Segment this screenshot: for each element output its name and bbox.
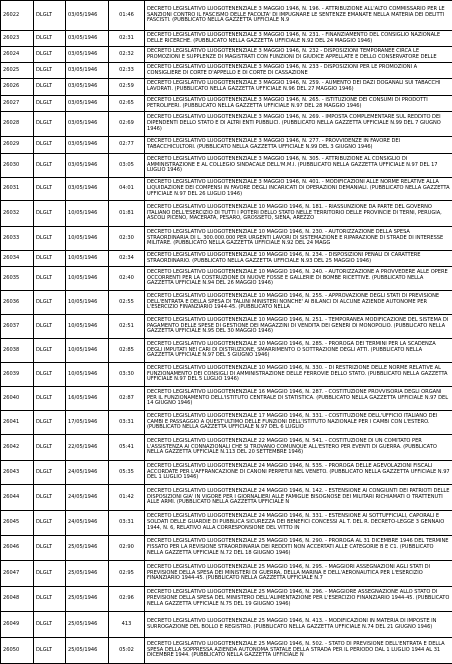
- decree-description: DECRETO LEGISLATIVO LUOGOTENENZIALE 3 MAGGIO 1946, N. 305. - ATTRIBUZIONE AL CONSIGLIO DI AMMINISTRAZIONE E AL COLLEGIO SINDACALE DELL'M.M.I. (PUBBLICATO NELLA GAZZETTA UFFICIALE N.97 DEL 17 LUGLIO 1946): [145, 154, 452, 178]
- decree-page-ref: 02:85: [109, 339, 145, 363]
- decree-page-ref: 03:31: [109, 411, 145, 435]
- decree-description: DECRETO LEGISLATIVO LUOGOTENENZIALE 25 MAGGIO 1946, N. 502. - STATO DI PREVISIONE DELL'ENTRATA E DELLA SPESA DELLA SOPPRESSA AZIENDA AUTONOMA STATALE DELLA STRADA PER IL PERIODO DAL 1 LUGLIO 1944 AL 31 DICEMBRE 1944. (PUBBLICATO NELLA GAZZETTA UFFICIALE N: [145, 638, 452, 664]
- decree-page-ref: 02:65: [109, 96, 145, 112]
- decree-description: DECRETO LEGISLATIVO LUOGOTENENZIALE 24 MAGGIO 1946, N. 535. - PROROGA DELLE AGEVOLAZIONI FISCALI ACCORDATE PER L'AFFRANCAZIONE DI CANONI PERPETUI NEL VENETO. (PUBBLICATO NELLA GAZZETTA UFFICIALE N.97 DEL 1 LUGLIO 1946): [145, 461, 452, 485]
- decree-type: DLGLT: [34, 387, 66, 411]
- decree-date: 03/05/1946: [66, 47, 109, 63]
- table-row: [1, 137, 452, 154]
- decree-page-ref: 01:46: [109, 1, 145, 31]
- decree-page-ref: 05:41: [109, 435, 145, 461]
- decree-number: 26034: [1, 251, 34, 267]
- decree-date: 03/05/1946: [66, 137, 109, 154]
- table-row: [1, 1, 452, 31]
- table-row: [1, 363, 452, 387]
- decree-page-ref: 02:90: [109, 536, 145, 561]
- decree-type: DLGLT: [34, 561, 66, 587]
- decree-page-ref: 01:81: [109, 201, 145, 227]
- decree-number: 26022: [1, 1, 34, 31]
- table-row: [1, 339, 452, 363]
- decree-description: DECRETO LEGISLATIVO LUOGOTENENZIALE 24 MAGGIO 1946, N. 331. - ESTENSIONE AI SOTTUFFICIALI, CAPORALI E SOLDATI DELLE GUARDIE DI PUBBLICA SICUREZZA DEI BENEFICI CONCESSI AL T. DEL R. DECRETO-LEGGE 3 GENNAIO 1944, N. 6, RELATIVO ALLA CORRESPONSIONE DEL VITTO IN: [145, 511, 452, 536]
- decree-date: 24/05/1946: [66, 461, 109, 485]
- decree-type: DLGLT: [34, 47, 66, 63]
- decree-type: DLGLT: [34, 587, 66, 612]
- decree-type: DLGLT: [34, 1, 66, 31]
- decree-date: 24/05/1946: [66, 485, 109, 511]
- decree-page-ref: 01:42: [109, 485, 145, 511]
- decree-description: DECRETO LEGISLATIVO LUOGOTENENZIALE 10 MAGGIO 1946, N. 330. - DI RESTRIZIONE DELLE NORME RELATIVE AL FUNZIONAMENTO DEI CONSIGLI DI AMMINISTRAZIONE DELLE FERROVIE DELLO STATO. (PUBBLICATO NELLA GAZZETTA UFFICIALE N.97 DEL 5 LUGLIO 1946): [145, 363, 452, 387]
- decree-description: DECRETO LEGISLATIVO LUOGOTENENZIALE 10 MAGGIO 1946, N. 230. - AUTORIZZAZIONE DELLA SPESA STRAORDINARIA DI L. 300.000.000 PER URGENTI LAVORI DI SISTEMAZIONE E RIPARAZIONE DI STRADE DI INTERESSE MILITARE. (PUBBLICATO NELLA GAZZETTA UFFICIALE N.92 DEL 24 MAGG: [145, 227, 452, 251]
- decree-date: 10/05/1946: [66, 267, 109, 291]
- table-row: [1, 291, 452, 315]
- decree-number: 26028: [1, 112, 34, 137]
- decree-description: DECRETO LEGISLATIVO LUOGOTENENZIALE 10 MAGGIO 1946, N. 181. - RIASSUNZIONE DA PARTE DEL GOVERNO ITALIANO DELL'ESERCIZIO DI TUTTI I POTERI DELLO STATO NELLE TERRITORIO DELLE PROVINCIE DI TERNI, PERUGIA, ASCOLI PICENO, MACERATA, PESARO, GROSSETO, SIENA, AREZZO: [145, 201, 452, 227]
- decree-description: DECRETO LEGISLATIVO LUOGOTENENZIALE 10 MAGGIO 1946, N. 234. - DISPOSIZIONI PENALI DI CARATTERE STRAORDINARIO. (PUBBLICATO NELLA GAZZETTA UFFICIALE N.93 DEL 25 MAGGIO 1946): [145, 251, 452, 267]
- decree-page-ref: 03:05: [109, 154, 145, 178]
- table-row: [1, 227, 452, 251]
- decree-type: DLGLT: [34, 267, 66, 291]
- decree-page-ref: 02:55: [109, 291, 145, 315]
- decree-description: DECRETO LEGISLATIVO LUOGOTENENZIALE 10 MAGGIO 1946, N. 240. - AUTORIZZAZIONE A PROVVEDERE ALLE OPERE OCCORRENTI PER LA COSTRUZIONE DI NUOVE FOSSE E GALLERIE DI BOMBE RICETTIVE. (PUBBLICATO NELLA GAZZETTA UFFICIALE N.94 DEL 26 MAGGIO 1946): [145, 267, 452, 291]
- decree-date: 25/05/1946: [66, 561, 109, 587]
- decree-type: DLGLT: [34, 511, 66, 536]
- decree-date: 10/05/1946: [66, 339, 109, 363]
- decree-page-ref: 02:51: [109, 315, 145, 339]
- decree-number: 26040: [1, 387, 34, 411]
- table-row: [1, 411, 452, 435]
- decree-number: 26029: [1, 137, 34, 154]
- decree-page-ref: 05:02: [109, 638, 145, 664]
- decree-page-ref: 413: [109, 612, 145, 638]
- decree-description: DECRETO LEGISLATIVO LUOGOTENENZIALE 25 MAGGIO 1946, N. 413. - MODIFICAZIONI IN MATERIA DI IMPOSTE IN SURROGAZIONE DEL BOLLO E REGISTRO. (PUBBLICATO NELLA GAZZETTA UFFICIALE N.74 DEL 21 GIUGNO 1946): [145, 612, 452, 638]
- decree-number: 26027: [1, 96, 34, 112]
- decree-date: 10/05/1946: [66, 315, 109, 339]
- decree-date: 03/05/1946: [66, 96, 109, 112]
- decree-type: DLGLT: [34, 96, 66, 112]
- decree-date: 22/05/1946: [66, 435, 109, 461]
- decree-date: 10/05/1946: [66, 201, 109, 227]
- decree-page-ref: 04:01: [109, 178, 145, 201]
- decree-page-ref: 03:30: [109, 363, 145, 387]
- decree-date: 03/05/1946: [66, 1, 109, 31]
- decree-description: DECRETO LEGISLATIVO LUOGOTENENZIALE 3 MAGGIO 1946, N. 259. - AUMENTO DEI DAZI DOGANALI SUI TABACCHI LAVORATI. (PUBBLICATO NELLA GAZZETTA UFFICIALE N.96 DEL 27 MAGGIO 1946): [145, 79, 452, 96]
- decree-date: 03/05/1946: [66, 112, 109, 137]
- decree-description: DECRETO LEGISLATIVO LUOGOTENENZIALE 3 MAGGIO 1946, N. 232 - DISPOSIZIONI TEMPORANEE CIRCA LE PROMOZIONI E SUPPLENZE DI MAGISTRATI CON FUNZIONI DI GIUDICE APPELLATE E DELLO CONSERVATORE DELLE: [145, 47, 452, 63]
- decree-date: 03/05/1946: [66, 31, 109, 47]
- decree-number: 26023: [1, 31, 34, 47]
- decree-type: DLGLT: [34, 137, 66, 154]
- table-row: [1, 511, 452, 536]
- decree-page-ref: 02:34: [109, 251, 145, 267]
- decree-page-ref: 03:31: [109, 511, 145, 536]
- decree-date: 25/05/1946: [66, 587, 109, 612]
- decree-date: 16/05/1946: [66, 387, 109, 411]
- decree-page-ref: 02:40: [109, 267, 145, 291]
- decree-description: DECRETO LEGISLATIVO LUOGOTENENZIALE 3 MAGGIO 1946, N. 269. - IMPOSTA COMPLEMENTARE SUL REDDITO DEI DIPENDENTI DELLO STATO E DI ALTRI ENTI PUBBLICI. (PUBBLICATO NELLA GAZZETTA UFFICIALE N.99 DEL 7 GIUGNO 1946): [145, 112, 452, 137]
- table-row: [1, 387, 452, 411]
- decree-type: DLGLT: [34, 31, 66, 47]
- table-row: [1, 112, 452, 137]
- decree-description: DECRETO LEGISLATIVO LUOGOTENENZIALE 10 MAGGIO 1946, N. 251. - TEMPORANEA MODIFICAZIONE DEL SISTEMA DI PAGAMENTO DELLE SPESE DI GESTIONE DEI MAGAZZINI DI VENDITA DEI GENERI DI MONOPOLIO. (PUBBLICATO NELLA GAZZETTA UFFICIALE N.95 DEL 30 MAGGIO 1946): [145, 315, 452, 339]
- decree-type: DLGLT: [34, 291, 66, 315]
- table-body: [1, 1, 452, 664]
- decree-page-ref: 02:32: [109, 47, 145, 63]
- decree-number: 26026: [1, 79, 34, 96]
- table-row: [1, 154, 452, 178]
- decree-number: 26032: [1, 201, 34, 227]
- decree-description: DECRETO LEGISLATIVO LUOGOTENENZIALE 3 MAGGIO 1946, N. 233 - DISPOSIZIONI PER LE PROMOZIONI A CONSIGLIERE DI CORTE D'APPELLO E DI CORTE DI CASSAZIONE: [145, 63, 452, 79]
- decree-number: 26036: [1, 291, 34, 315]
- decree-date: 25/05/1946: [66, 638, 109, 664]
- decree-page-ref: 02:31: [109, 31, 145, 47]
- decree-type: DLGLT: [34, 411, 66, 435]
- decree-number: 26038: [1, 339, 34, 363]
- decree-number: 26047: [1, 561, 34, 587]
- table-row: [1, 435, 452, 461]
- decree-number: 26030: [1, 154, 34, 178]
- decree-description: DECRETO LEGISLATIVO LUOGOTENENZIALE 17 MAGGIO 1946, N. 331. - COSTITUZIONE DELL'UFFICIO ITALIANO DEI CAMBI E PASSAGGIO A QUEST'ULTIMO DELLE FUNZIONI DELL'ISTITUTO NAZIONALE PER I CAMBI CON L'ESTERO. (PUBBLICATO NELLA GAZZETTA UFFICIALE N.97 DEL 6 LUGLIO: [145, 411, 452, 435]
- decree-type: DLGLT: [34, 339, 66, 363]
- decree-type: DLGLT: [34, 485, 66, 511]
- table-row: [1, 561, 452, 587]
- decree-date: 10/05/1946: [66, 291, 109, 315]
- decree-description: DECRETO LEGISLATIVO LUOGOTENENZIALE 24 MAGGIO 1946, N. 142. - ESTENSIONE AI CONGIUNTI DEI PATRIOTI DELLE DISPOSIZIONI GIA' IN VIGORE PER I GIORNALIERI ALLE FAMIGLIE BISOGNOSE DEI MILITARI RICHIAMATI O TRATTENUTI ALLE ARMI. (PUBBLICATO NELLA GAZZETTA UFFICIALE N: [145, 485, 452, 511]
- decree-type: DLGLT: [34, 536, 66, 561]
- decree-date: 25/05/1946: [66, 612, 109, 638]
- decree-type: DLGLT: [34, 315, 66, 339]
- decree-type: DLGLT: [34, 112, 66, 137]
- decree-number: 26044: [1, 485, 34, 511]
- decree-number: 26046: [1, 536, 34, 561]
- table-row: [1, 485, 452, 511]
- table-row: [1, 267, 452, 291]
- decree-description: DECRETO LEGISLATIVO LUOGOTENENZIALE 3 MAGGIO 1946, N. 196. - ATTRIBUZIONE ALL'ALTO COMMISSARIO PER LE SANZIONI CONTRO IL FASCISMO DELLE FACOLTA' DI IMPUGNARE LE SENTENZE EMANATE NELLA MATERIA DEI DELITTI FASCISTI. (PUBBLICATO NELLA GAZZETTA UFFICIALE N.9: [145, 1, 452, 31]
- table-row: [1, 178, 452, 201]
- decree-date: 10/05/1946: [66, 363, 109, 387]
- decree-date: 03/05/1946: [66, 79, 109, 96]
- decree-number: 26042: [1, 435, 34, 461]
- decree-description: DECRETO LEGISLATIVO LUOGOTENENZIALE 3 MAGGIO 1946, N. 277. - PROVVIDENZE IN FAVORE DEI TABACCHICULTORI. (PUBBLICATO NELLA GAZZETTA UFFICIALE N.99 DEL 3 GIUGNO 1946): [145, 137, 452, 154]
- decree-type: DLGLT: [34, 227, 66, 251]
- decree-number: 26050: [1, 638, 34, 664]
- decree-number: 26041: [1, 411, 34, 435]
- table-row: [1, 461, 452, 485]
- decree-date: 17/05/1946: [66, 411, 109, 435]
- decree-number: 26049: [1, 612, 34, 638]
- table-row: [1, 79, 452, 96]
- table-row: [1, 31, 452, 47]
- decree-description: DECRETO LEGISLATIVO LUOGOTENENZIALE 3 MAGGIO 1946, N. 401. - MODIFICAZIONI ALLE NORME RELATIVE ALLA LIQUIDAZIONE DEI COMPENSI IN FAVORE DEGLI INCARICATI DI OPERAZIONI DEMANIALI. (PUBBLICATO NELLA GAZZETTA UFFICIALE N.97 DEL 26 LUGLIO 1946): [145, 178, 452, 201]
- decree-description: DECRETO LEGISLATIVO LUOGOTENENZIALE 25 MAGGIO 1946, N. 296. - MAGGIORE ASSEGNAZIONE ALLO STATO DI PREVISIONE DELLA SPESA DEL MINISTERO DELL'ALIMENTAZIONE PER L'ESERCIZIO FINANZIARIO 1944-45. (PUBBLICATO NELLA GAZZETTA UFFICIALE N.75 DEL 19 GIUGNO 1946): [145, 587, 452, 612]
- decree-page-ref: 02:77: [109, 137, 145, 154]
- decree-type: DLGLT: [34, 435, 66, 461]
- decree-description: DECRETO LEGISLATIVO LUOGOTENENZIALE 22 MAGGIO 1946, N. 541. - COSTITUZIONE DI UN COMITATO PER L'ASSISTENZA AI CONNAZIONALI CHE SI TROVANO COMUNQUE ALL'ESTERO PER EVENTI DI GUERRA. (PUBBLICATO NELLA GAZZETTA UFFICIALE N.113 DEL 20 SETTEMBRE 1946): [145, 435, 452, 461]
- decree-date: 10/05/1946: [66, 251, 109, 267]
- table-row: [1, 251, 452, 267]
- decree-type: DLGLT: [34, 638, 66, 664]
- decree-number: 26043: [1, 461, 34, 485]
- table-row: [1, 315, 452, 339]
- decree-description: DECRETO LEGISLATIVO LUOGOTENENZIALE 3 MAGGIO 1946, N. 265. - ISTITUZIONE DEI CONSUMI DI PRODOTTI PETROLIFERI. (PUBBLICATO NELLA GAZZETTA UFFICIALE N.97 DEL 28 MAGGIO 1946): [145, 96, 452, 112]
- decree-page-ref: 02:59: [109, 79, 145, 96]
- decree-description: DECRETO LEGISLATIVO LUOGOTENENZIALE 25 MAGGIO 1946, N. 295. - MAGGIORI ASSEGNAZIONI AGLI STATI DI PREVISIONE DELLA SPESA DEI MINISTERI DI GUERRA, DELLA MARINA E DELL'AERONAUTICA PER L'ESERCIZIO FINANZIARIO 1944-45. (PUBBLICATO NELLA GAZZETTA UFFICIALE N.7: [145, 561, 452, 587]
- decree-page-ref: 02:95: [109, 561, 145, 587]
- decree-number: 26031: [1, 178, 34, 201]
- decree-number: 26035: [1, 267, 34, 291]
- decree-type: DLGLT: [34, 154, 66, 178]
- decree-type: DLGLT: [34, 201, 66, 227]
- decree-date: 03/05/1946: [66, 154, 109, 178]
- decree-number: 26037: [1, 315, 34, 339]
- table-row: [1, 612, 452, 638]
- decree-description: DECRETO LEGISLATIVO LUOGOTENENZIALE 10 MAGGIO 1946, N. 255. - APPROVAZIONE DEGLI STATI DI PREVISIONE DELL'ENTRATA E DELLA SPESA DI TALUNI MINISTERI NONCHE' AI BILANCI DI ALCUNE AZIENDE AUTONOME PER L'ESERCIZIO FINANZIARIO 1944-45. (PUBBLICATO NELLA: [145, 291, 452, 315]
- decree-date: 24/05/1946: [66, 511, 109, 536]
- decree-type: DLGLT: [34, 251, 66, 267]
- decree-number: 26039: [1, 363, 34, 387]
- decree-page-ref: 02:96: [109, 587, 145, 612]
- decree-description: DECRETO LEGISLATIVO LUOGOTENENZIALE 3 MAGGIO 1946, N. 231. - FINANZIAMENTO DEL CONSIGLIO NAZIONALE DELLE RICERCHE. (PUBBLICATO NELLA GAZZETTA UFFICIALE N.92 DEL 24 MAGGIO 1946): [145, 31, 452, 47]
- decree-page-ref: 05:35: [109, 461, 145, 485]
- decree-description: DECRETO LEGISLATIVO LUOGOTENENZIALE 10 MAGGIO 1946, N. 285. - PROROGA DEI TERMINI PER LA SCADENZA DEGLI IMPUTATI NEI CARI DI DISTRUZIONE, SMARRIMENTO O SOTTRAZIONE DEGLI ATTI. (PUBBLICATO NELLA GAZZETTA UFFICIALE N.97 DEL 5 GIUGNO 1946): [145, 339, 452, 363]
- decree-date: 25/05/1946: [66, 536, 109, 561]
- decree-date: 03/05/1946: [66, 63, 109, 79]
- table-row: [1, 96, 452, 112]
- decree-number: 26024: [1, 47, 34, 63]
- decree-page-ref: 02:69: [109, 112, 145, 137]
- table-row: [1, 587, 452, 612]
- table-row: [1, 536, 452, 561]
- decree-description: DECRETO LEGISLATIVO LUOGOTENENZIALE 16 MAGGIO 1946, N. 287. - COSTITUZIONE PROVVISORIA DEGLI ORGANI PER IL FUNZIONAMENTO DELL'ISTITUTO CENTRALE DI STATISTICA. (PUBBLICATO NELLA GAZZETTA UFFICIALE N.97 DEL 14 GIUGNO 1946): [145, 387, 452, 411]
- decree-type: DLGLT: [34, 79, 66, 96]
- decree-number: 26025: [1, 63, 34, 79]
- decree-number: 26033: [1, 227, 34, 251]
- decree-date: 10/05/1946: [66, 227, 109, 251]
- table-row: [1, 201, 452, 227]
- decree-page-ref: 02:30: [109, 227, 145, 251]
- decree-type: DLGLT: [34, 612, 66, 638]
- table-row: [1, 638, 452, 664]
- decree-type: DLGLT: [34, 178, 66, 201]
- decree-description: DECRETO LEGISLATIVO LUOGOTENENZIALE 25 MAGGIO 1946, N. 290. - PROROGA AL 31 DICEMBRE 1946 DEL TERMINE FISSATO PER LA REVISIONE STRAORDINARIA DEI REDDITI NON ACCERTATI ALLE CATEGORIE B E C1. (PUBBLICATO NELLA GAZZETTA UFFICIALE N.72 DEL 18 GIUGNO 1946): [145, 536, 452, 561]
- decree-number: 26045: [1, 511, 34, 536]
- decree-page-ref: 02:87: [109, 387, 145, 411]
- decree-date: 03/05/1946: [66, 178, 109, 201]
- decree-number: 26048: [1, 587, 34, 612]
- decree-type: DLGLT: [34, 63, 66, 79]
- table-row: [1, 63, 452, 79]
- table-row: [1, 47, 452, 63]
- decree-type: DLGLT: [34, 363, 66, 387]
- decree-page-ref: 02:33: [109, 63, 145, 79]
- decree-type: DLGLT: [34, 461, 66, 485]
